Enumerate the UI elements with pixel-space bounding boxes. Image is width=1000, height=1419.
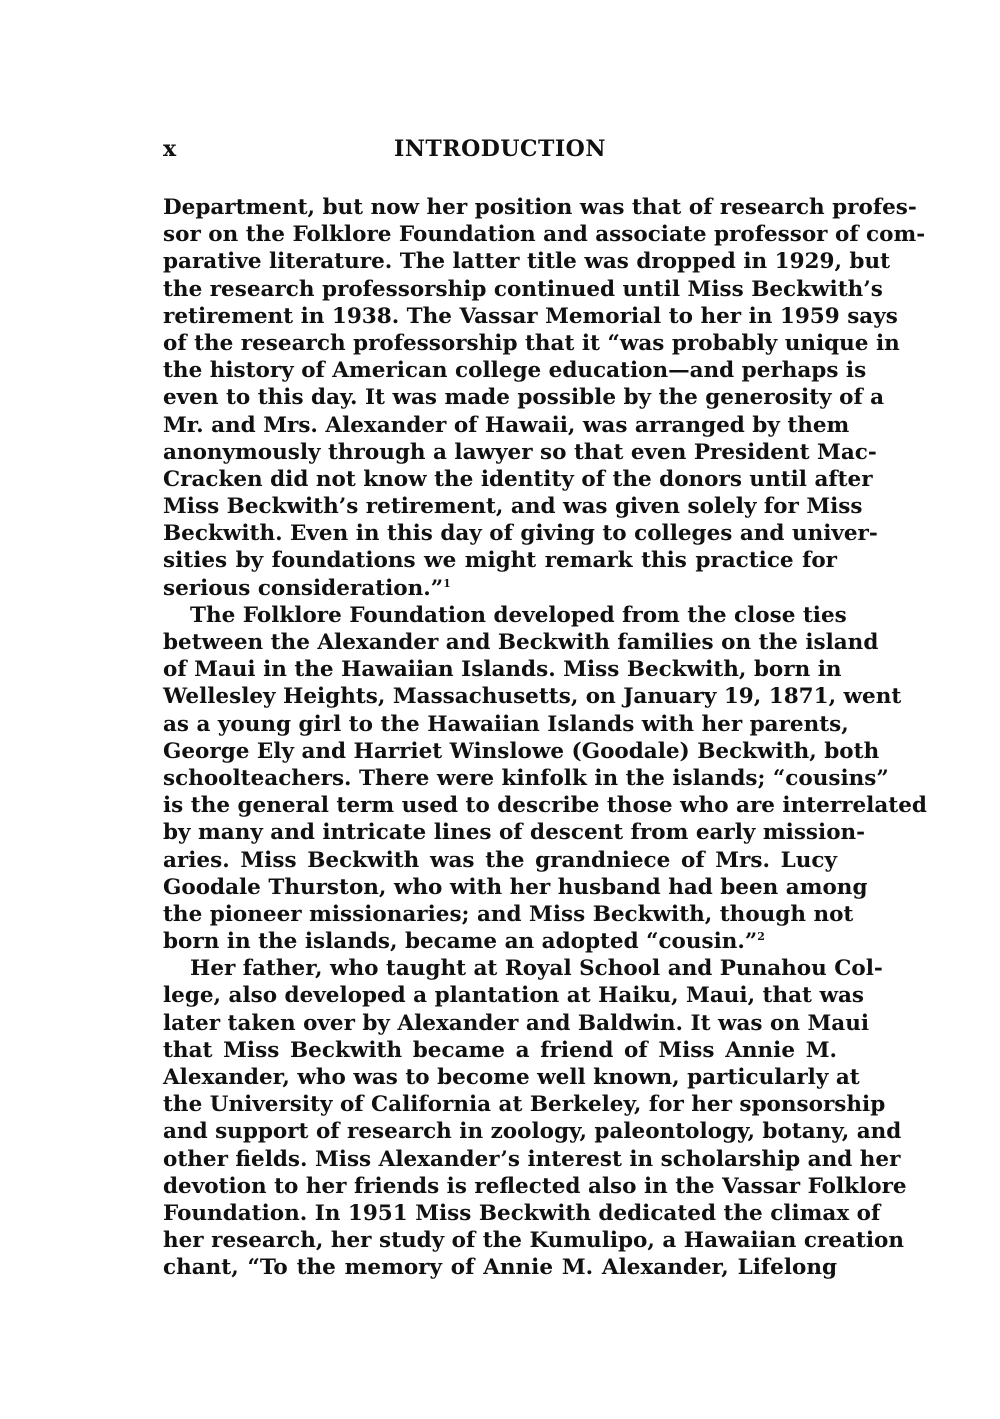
text-line: the research professorship continued until Miss Beckwith’s [163, 276, 883, 302]
text-line: Foundation. In 1951 Miss Beckwith dedicated the climax of [163, 1200, 881, 1226]
text-line: George Ely and Harriet Winslowe (Goodale) Beckwith, both [163, 738, 880, 764]
text-line: other fields. Miss Alexander’s interest in scholarship and her [163, 1146, 901, 1172]
text-line: Cracken did not know the identity of the donors until after [163, 466, 873, 492]
text-line: of the research professorship that it “was probably unique in [163, 330, 900, 356]
text-line: sor on the Folklore Foundation and associate professor of com- [163, 222, 926, 248]
text-line: Beckwith. Even in this day of giving to colleges and univer- [163, 521, 878, 547]
text-line: the pioneer missionaries; and Miss Beckwith, though not [163, 901, 854, 927]
text-line: Department, but now her position was that of research profes- [163, 195, 917, 220]
text-line: and support of research in zoology, paleontology, botany, and [163, 1119, 902, 1145]
footnote-mark: 2 [757, 929, 765, 943]
text-line [163, 928, 837, 955]
text-line: chant, “To the memory of Annie M. Alexander, Lifelong [163, 1255, 837, 1281]
paragraph-3 [163, 955, 907, 1281]
text-line: Her father, who taught at Royal School and Punahou Col- [190, 956, 883, 982]
page-number: x [163, 136, 177, 162]
text-line: her research, her study of the Kumulipo, a Hawaiian creation [163, 1228, 904, 1254]
text-line: schoolteachers. There were kinfolk in the islands; “cousins” [163, 765, 889, 791]
text-line: The Folklore Foundation developed from the close ties [190, 602, 847, 628]
footnote-mark: 1 [443, 576, 451, 590]
text-line: Miss Beckwith’s retirement, and was given solely for Miss [163, 494, 863, 520]
text-line: by many and intricate lines of descent from early mission- [163, 820, 866, 846]
text-line: Alexander, who was to become well known, particularly at [163, 1065, 860, 1090]
text-line: between the Alexander and Beckwith families on the island [163, 630, 879, 655]
text-line: lege, also developed a plantation at Haiku, Maui, that was [163, 983, 864, 1009]
text-line: sities by foundations we might remark this practice for [163, 548, 837, 574]
paragraph-1 [163, 194, 926, 602]
running-head: INTRODUCTION [394, 136, 606, 162]
text-line: the University of California at Berkeley, for her sponsorship [163, 1092, 886, 1118]
text-line: devotion to her friends is reflected also in the Vassar Folklore [163, 1173, 907, 1199]
text-line [163, 575, 837, 602]
text-line: retirement in 1938. The Vassar Memorial to her in 1959 says [163, 303, 898, 329]
text-line: Goodale Thurston, who with her husband had been among [163, 874, 868, 900]
text-line: Wellesley Heights, Massachusetts, on January 19, 1871, went [163, 684, 902, 710]
text-line: later taken over by Alexander and Baldwin. It was on Maui [163, 1010, 869, 1036]
page-header [163, 136, 837, 170]
body-text [163, 194, 927, 1282]
text-line: aries. Miss Beckwith was the grandniece of Mrs. Lucy [163, 847, 837, 873]
text-line: Mr. and Mrs. Alexander of Hawaii, was arranged by them [163, 412, 850, 438]
text-line: as a young girl to the Hawaiian Islands with her parents, [163, 711, 849, 737]
text-line-content: born in the islands, became an adopted “cousin.” [163, 929, 758, 955]
text-line: is the general term used to describe those who are interrelated [163, 793, 927, 819]
text-line: the history of American college education—and perhaps is [163, 358, 867, 384]
text-line: parative literature. The latter title was dropped in 1929, but [163, 249, 891, 275]
text-line: that Miss Beckwith became a friend of Miss Annie M. [163, 1037, 837, 1063]
text-line: even to this day. It was made possible by the generosity of a [163, 385, 885, 411]
text-line: anonymously through a lawyer so that even President Mac- [163, 439, 877, 465]
text-line: of Maui in the Hawaiian Islands. Miss Beckwith, born in [163, 657, 842, 683]
text-line-content: serious consideration.” [163, 575, 444, 601]
paragraph-2 [163, 602, 927, 955]
